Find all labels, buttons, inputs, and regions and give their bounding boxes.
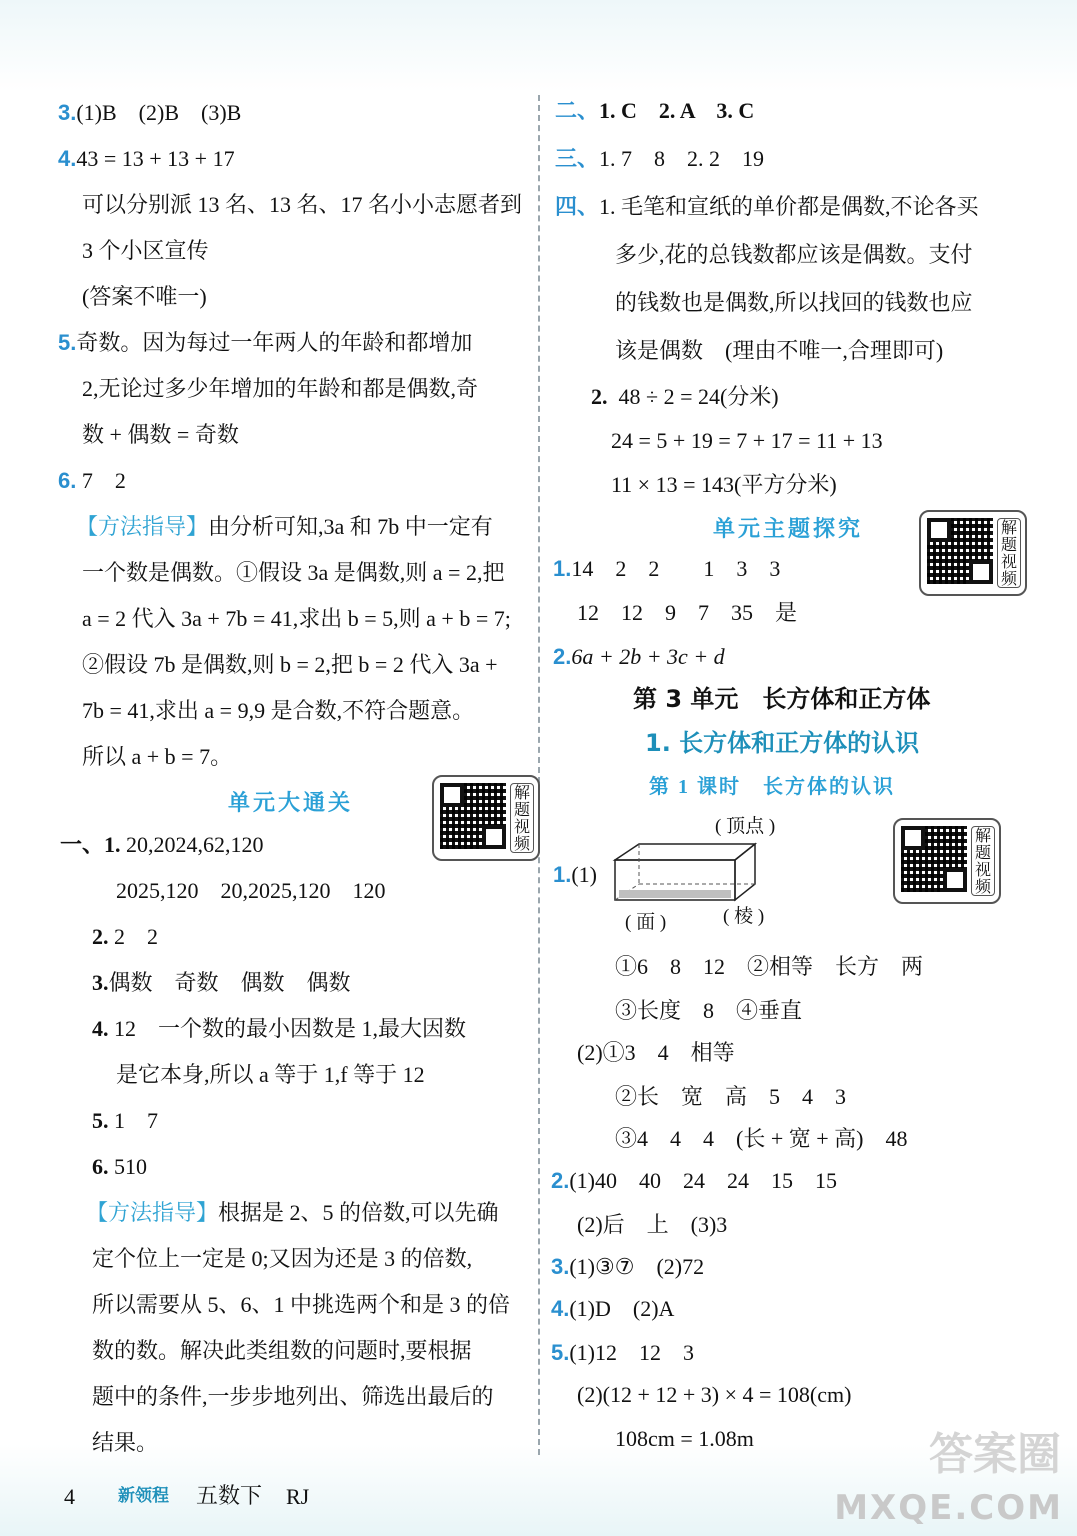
guide1-line-5: 7b = 41,求出 a = 9,9 是合数,不符合题意。 — [82, 698, 475, 723]
s2-line: 2. 2 2 — [92, 924, 159, 949]
part4-q2-line: 2. 48 ÷ 2 = 24(分米) — [591, 384, 779, 409]
c2-line-1: 2.(1)40 40 24 24 15 15 — [551, 1168, 838, 1193]
cuboid-side-face — [735, 844, 755, 900]
q5-text-2: 2,无论过多少年增加的年龄和都是偶数,奇 — [82, 376, 479, 401]
q4-text-2: 3 个小区宣传 — [82, 238, 209, 263]
column-divider — [538, 95, 540, 1455]
q6-line: 6. 7 2 — [58, 468, 126, 493]
c4-line: 4.(1)D (2)A — [551, 1296, 675, 1321]
guide2-line-2: 定个位上一定是 0;又因为还是 3 的倍数, — [92, 1246, 473, 1271]
guide1-line-6: 所以 a + b = 7。 — [82, 744, 233, 769]
guide2-line-1: 【方法指导】根据是 2、5 的倍数,可以先确 — [86, 1200, 499, 1225]
cuboid-shaded-face — [619, 890, 731, 898]
qr-code-video[interactable] — [919, 510, 1027, 596]
label-edge: ( 棱 ) — [723, 906, 765, 927]
guide2-line-4: 数的数。解决此类组数的问题时,要根据 — [92, 1338, 472, 1363]
part4-line-1: 四、1. 毛笔和宣纸的单价都是偶数,不论各买 — [555, 194, 979, 219]
s1-line-1: 一、1. 20,2024,62,120 — [60, 832, 264, 857]
cuboid-top-face — [615, 844, 755, 860]
q4-text-3: (答案不唯一) — [82, 284, 207, 309]
t2-line: 2.6a + 2b + 3c + d — [553, 644, 725, 669]
c5-line-1: 5.(1)12 12 3 — [551, 1340, 695, 1365]
c2-line-2: (2)后 上 (3)3 — [577, 1212, 728, 1237]
c1-a2: ③长度 8 ④垂直 — [615, 998, 803, 1023]
qr-code-video[interactable] — [893, 818, 1001, 904]
s1-line-2: 2025,120 20,2025,120 120 — [116, 878, 386, 903]
part4-line-4: 该是偶数 (理由不唯一,合理即可) — [615, 338, 944, 363]
watermark-logo: 答案圈 — [929, 1429, 1061, 1480]
guide2-line-6: 结果。 — [92, 1430, 159, 1455]
brand-logo: 新领程 — [118, 1486, 169, 1505]
s4-line-2: 是它本身,所以 a 等于 1,f 等于 12 — [116, 1062, 425, 1087]
part4-q2-eq3: 11 × 13 = 143(平方分米) — [611, 472, 837, 497]
page-number: 4 — [64, 1484, 75, 1509]
qr-code-video[interactable] — [432, 775, 540, 861]
label-face: ( 面 ) — [625, 912, 667, 933]
label-vertex: ( 顶点 ) — [715, 816, 776, 837]
t1-line-1: 1.14 2 2 1 3 3 — [553, 556, 781, 581]
q4-line: 4.43 = 13 + 13 + 17 — [58, 146, 235, 171]
c5-line-2: (2)(12 + 12 + 3) × 4 = 108(cm) — [577, 1382, 852, 1407]
c1-a1: ①6 8 12 ②相等 长方 两 — [615, 954, 924, 979]
c1-b3: ③4 4 4 (长 + 宽 + 高) 48 — [615, 1126, 908, 1151]
c1-b1: (2)①3 4 相等 — [577, 1040, 735, 1065]
section-title-theme-inquiry: 单元主题探究 — [713, 516, 864, 541]
section-title-unit-pass: 单元大通关 — [228, 790, 354, 815]
guide2-line-3: 所以需要从 5、6、1 中挑选两个和是 3 的倍 — [92, 1292, 511, 1317]
qr-tag: 解题视频 — [997, 518, 1021, 588]
unit-title: 第 3 单元 长方体和正方体 — [633, 685, 931, 713]
part4-q2-eq2: 24 = 5 + 19 = 7 + 17 = 11 + 13 — [611, 428, 883, 453]
method-guide-tag: 【方法指导】 — [76, 514, 209, 539]
watermark-url: MXQE.COM — [834, 1488, 1063, 1528]
grade-label: 五数下 — [196, 1483, 263, 1508]
guide1-line-3: a = 2 代入 3a + 7b = 41,求出 b = 5,则 a + b = 7; — [82, 606, 511, 631]
qr-code-icon — [927, 518, 993, 584]
q5-text-3: 数 + 偶数 = 奇数 — [82, 422, 239, 447]
t1-line-2: 12 12 9 7 35 是 — [577, 600, 798, 625]
c1-b2: ②长 宽 高 5 4 3 — [615, 1084, 847, 1109]
s3-line: 3.偶数 奇数 偶数 偶数 — [92, 970, 351, 995]
q5-line: 5.奇数。因为每过一年两人的年龄和都增加 — [58, 330, 473, 355]
period-title: 第 1 课时 长方体的认识 — [649, 776, 895, 798]
c5-line-3: 108cm = 1.08m — [615, 1426, 754, 1451]
guide1-line-1: 【方法指导】由分析可知,3a 和 7b 中一定有 — [76, 514, 493, 539]
method-guide-tag: 【方法指导】 — [86, 1200, 219, 1225]
c1-line: 1.(1) — [553, 862, 598, 887]
part2-line: 二、1. C 2. A 3. C — [555, 98, 755, 123]
c3-line: 3.(1)③⑦ (2)72 — [551, 1254, 705, 1279]
guide2-line-5: 题中的条件,一步步地列出、筛选出最后的 — [92, 1384, 494, 1409]
cuboid-diagram — [609, 838, 759, 908]
guide1-line-2: 一个数是偶数。①假设 3a 是偶数,则 a = 2,把 — [82, 560, 505, 585]
part4-line-3: 的钱数也是偶数,所以找回的钱数也应 — [615, 290, 973, 315]
s5-line: 5. 1 7 — [92, 1108, 159, 1133]
s4-line-1: 4. 12 一个数的最小因数是 1,最大因数 — [92, 1016, 467, 1041]
edition-label: RJ — [286, 1484, 310, 1509]
lesson-title: 1. 长方体和正方体的认识 — [645, 729, 920, 757]
qr-tag: 解题视频 — [971, 826, 995, 896]
qr-code-icon — [440, 783, 506, 849]
s6-line: 6. 510 — [92, 1154, 147, 1179]
part3-line: 三、1. 7 8 2. 2 19 — [555, 146, 765, 171]
q3-line: 3.(1)B (2)B (3)B — [58, 100, 242, 125]
part4-line-2: 多少,花的总钱数都应该是偶数。支付 — [615, 242, 973, 267]
q4-text-1: 可以分别派 13 名、13 名、17 名小小志愿者到 — [82, 192, 523, 217]
qr-code-icon — [901, 826, 967, 892]
qr-tag: 解题视频 — [510, 783, 534, 853]
guide1-line-4: ②假设 7b 是偶数,则 b = 2,把 b = 2 代入 3a + — [82, 652, 498, 677]
